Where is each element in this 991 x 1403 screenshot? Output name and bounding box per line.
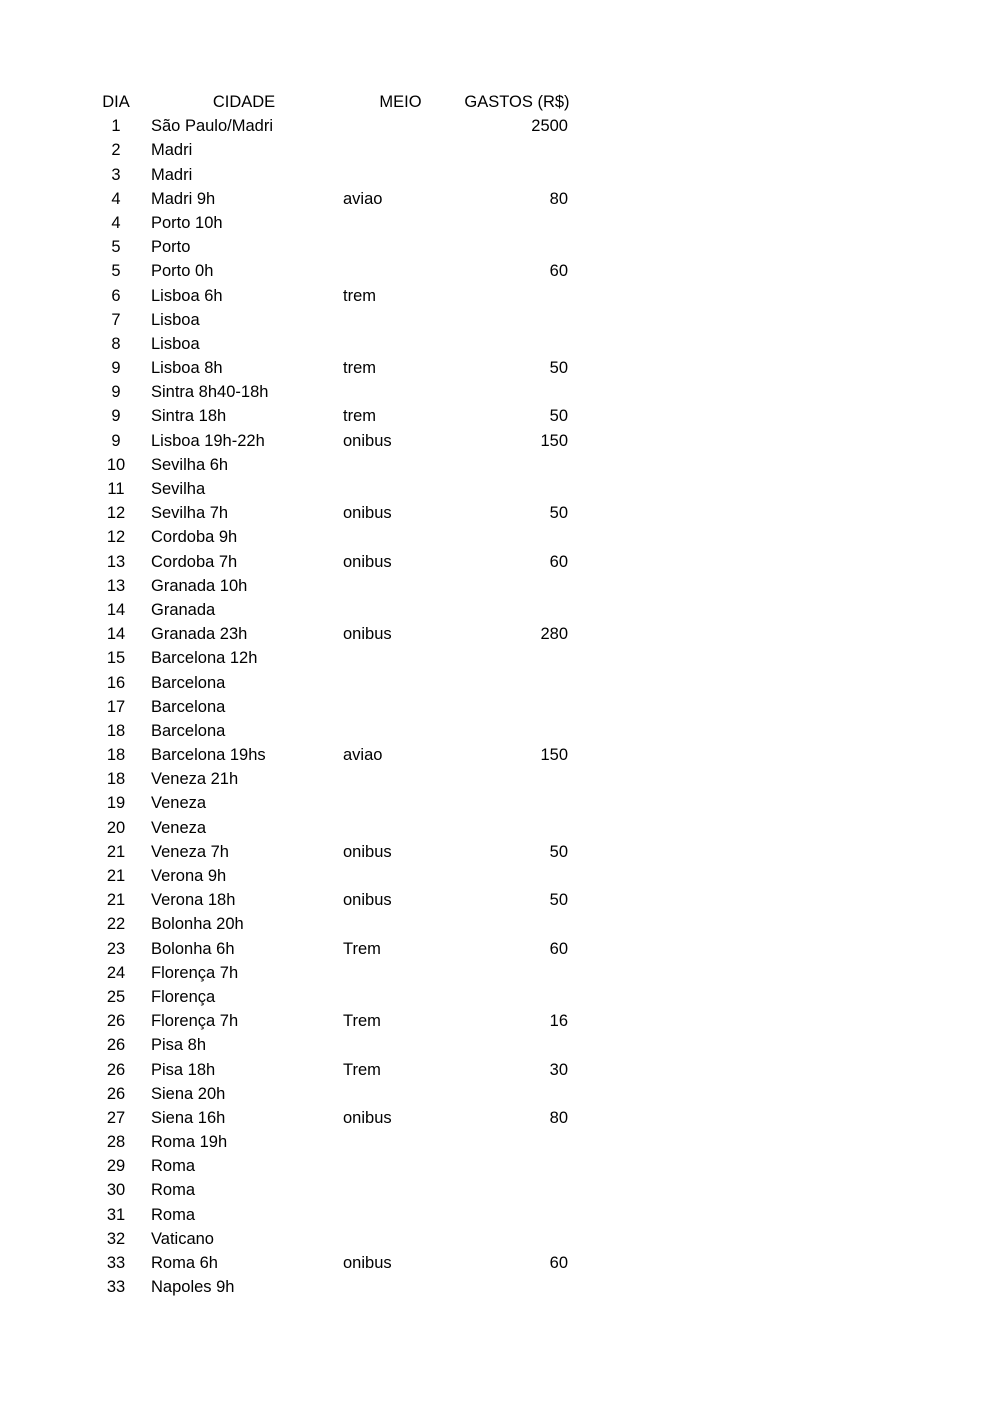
cell-dia: 16 [106, 673, 126, 692]
cell-cidade: Sintra 8h40-18h [151, 383, 269, 402]
cell-cidade: Sintra 18h [151, 407, 227, 426]
table-row [92, 743, 612, 767]
cell-cidade: Florença [151, 987, 216, 1006]
cell-dia: 14 [106, 600, 126, 619]
table-row [92, 259, 612, 283]
cell-gastos: 50 [549, 891, 568, 910]
cell-cidade: Lisboa 19h-22h [151, 431, 265, 450]
table-row [92, 501, 612, 525]
cell-dia: 12 [106, 504, 126, 523]
cell-dia: 20 [106, 818, 126, 837]
cell-cidade: Roma [151, 1157, 196, 1176]
cell-dia: 26 [106, 1036, 126, 1055]
cell-dia: 19 [106, 794, 126, 813]
cell-dia: 33 [106, 1254, 126, 1272]
cell-gastos: 150 [540, 431, 568, 450]
table-row [92, 695, 612, 719]
itinerary-table [92, 90, 612, 1299]
cell-dia: 10 [106, 455, 126, 474]
cell-dia: 12 [106, 528, 126, 547]
cell-cidade: Cordoba 9h [151, 528, 238, 547]
cell-dia: 26 [106, 1084, 126, 1103]
cell-cidade: Florença 7h [151, 1012, 239, 1031]
cell-cidade: Lisboa [151, 334, 200, 353]
table-row [92, 356, 612, 380]
cell-dia: 11 [107, 480, 125, 498]
cell-cidade: Granada 23h [151, 625, 248, 644]
cell-dia: 26 [106, 1060, 126, 1079]
cell-cidade: Cordoba 7h [151, 552, 238, 571]
table-row [92, 138, 612, 162]
cell-meio: onibus [343, 1254, 392, 1272]
cell-dia: 17 [106, 697, 126, 716]
cell-cidade: Veneza 21h [151, 770, 239, 789]
cell-cidade: Roma 6h [151, 1254, 218, 1272]
table-row [92, 211, 612, 235]
table-row [92, 332, 612, 356]
cell-meio: onibus [343, 431, 392, 450]
cell-gastos: 60 [549, 939, 568, 958]
cell-cidade: Sevilha [151, 480, 206, 498]
cell-meio: trem [343, 407, 376, 426]
cell-dia: 21 [106, 891, 126, 910]
table-row [92, 284, 612, 308]
cell-dia: 9 [111, 407, 121, 426]
cell-dia: 14 [106, 625, 126, 644]
cell-gastos: 60 [549, 262, 568, 281]
cell-dia: 9 [111, 359, 121, 378]
table-row [92, 1106, 612, 1130]
table-row [92, 163, 612, 187]
table-row [92, 985, 612, 1009]
cell-dia: 5 [111, 262, 121, 281]
cell-cidade: Sevilha 6h [151, 455, 229, 474]
cell-gastos: 150 [540, 746, 568, 765]
cell-meio: Trem [343, 1060, 381, 1079]
cell-meio: Trem [343, 939, 381, 958]
cell-cidade: Granada 10h [151, 576, 248, 595]
cell-dia: 8 [111, 334, 121, 353]
cell-dia: 24 [106, 963, 126, 982]
cell-cidade: Lisboa 6h [151, 286, 223, 305]
cell-meio: trem [343, 359, 376, 378]
cell-dia: 22 [106, 915, 126, 934]
cell-dia: 5 [111, 238, 121, 257]
cell-cidade: Napoles 9h [151, 1278, 235, 1297]
cell-meio: aviao [343, 746, 383, 765]
table-row [92, 1203, 612, 1227]
table-row [92, 912, 612, 936]
cell-cidade: Veneza [151, 818, 207, 837]
cell-meio: Trem [343, 1012, 381, 1031]
header-dia: DIA [102, 93, 130, 111]
table-row [92, 767, 612, 791]
cell-meio: onibus [343, 842, 392, 861]
cell-meio: aviao [343, 189, 383, 208]
cell-gastos: 50 [549, 842, 568, 861]
cell-cidade: Porto 10h [151, 213, 223, 232]
table-row [92, 1275, 612, 1299]
table-row [92, 187, 612, 211]
table-row [92, 380, 612, 404]
cell-meio: onibus [343, 1108, 392, 1127]
cell-dia: 27 [106, 1108, 126, 1127]
cell-cidade: Porto 0h [151, 262, 214, 281]
table-row [92, 550, 612, 574]
table-row [92, 961, 612, 985]
cell-dia: 18 [106, 746, 126, 765]
cell-cidade: Barcelona [151, 673, 226, 692]
cell-dia: 9 [111, 431, 121, 450]
cell-dia: 4 [111, 213, 121, 232]
header-row [92, 90, 612, 114]
table-row [92, 574, 612, 598]
table-row [92, 719, 612, 743]
table-row [92, 671, 612, 695]
table-row [92, 937, 612, 961]
cell-cidade: Bolonha 20h [151, 915, 244, 934]
table-row [92, 1227, 612, 1251]
header-cidade: CIDADE [212, 93, 276, 111]
cell-cidade: Roma [151, 1205, 196, 1224]
cell-cidade: Madri 9h [151, 189, 216, 208]
cell-dia: 18 [106, 770, 126, 789]
table-row [92, 114, 612, 138]
table-row [92, 1154, 612, 1178]
table-row [92, 1178, 612, 1202]
cell-dia: 29 [106, 1157, 126, 1176]
cell-meio: onibus [343, 504, 392, 523]
cell-dia: 13 [106, 552, 126, 571]
cell-gastos: 50 [549, 359, 568, 378]
cell-dia: 23 [106, 939, 126, 958]
cell-cidade: Verona 9h [151, 867, 227, 885]
cell-dia: 26 [106, 1012, 126, 1031]
cell-dia: 18 [106, 721, 126, 740]
cell-gastos: 80 [549, 1108, 568, 1127]
cell-meio: onibus [343, 552, 392, 571]
table-row [92, 816, 612, 840]
cell-cidade: São Paulo/Madri [151, 117, 273, 136]
cell-cidade: Veneza [151, 794, 207, 813]
cell-dia: 9 [111, 383, 121, 402]
cell-dia: 21 [106, 842, 126, 861]
cell-dia: 2 [111, 141, 121, 160]
table-row [92, 477, 612, 501]
header-meio: MEIO [379, 93, 422, 111]
cell-dia: 7 [111, 310, 121, 329]
table-row [92, 429, 612, 453]
cell-dia: 6 [111, 286, 121, 305]
cell-gastos: 60 [549, 1254, 568, 1272]
table-row [92, 646, 612, 670]
cell-dia: 32 [106, 1229, 126, 1248]
cell-cidade: Siena 20h [151, 1084, 226, 1103]
cell-dia: 31 [106, 1205, 126, 1224]
cell-dia: 4 [111, 189, 121, 208]
table-row [92, 840, 612, 864]
cell-gastos: 60 [549, 552, 568, 571]
table-row [92, 1130, 612, 1154]
cell-gastos: 30 [549, 1060, 568, 1079]
cell-gastos: 80 [549, 189, 568, 208]
table-row [92, 622, 612, 646]
cell-dia: 15 [106, 649, 126, 668]
cell-cidade: Barcelona [151, 697, 226, 716]
cell-gastos: 2500 [531, 117, 568, 136]
table-row [92, 1009, 612, 1033]
cell-meio: trem [343, 286, 376, 305]
cell-meio: onibus [343, 625, 392, 644]
cell-meio: onibus [343, 891, 392, 910]
cell-cidade: Roma 19h [151, 1133, 228, 1152]
cell-cidade: Madri [151, 141, 193, 160]
cell-cidade: Barcelona [151, 721, 226, 740]
table-row [92, 235, 612, 259]
cell-dia: 30 [106, 1181, 126, 1200]
cell-cidade: Roma [151, 1181, 196, 1200]
table-body [92, 114, 612, 1299]
cell-gastos: 280 [540, 625, 568, 644]
cell-cidade: Vaticano [151, 1229, 214, 1248]
cell-cidade: Granada [151, 600, 216, 619]
cell-cidade: Florença 7h [151, 963, 239, 982]
cell-dia: 13 [106, 576, 126, 595]
table-row [92, 888, 612, 912]
table-row [92, 864, 612, 888]
table-row [92, 1033, 612, 1057]
table-row [92, 1251, 612, 1275]
table-row [92, 1082, 612, 1106]
cell-cidade: Lisboa 8h [151, 359, 223, 378]
cell-gastos: 50 [549, 407, 568, 426]
cell-dia: 1 [111, 117, 121, 136]
cell-cidade: Barcelona 12h [151, 649, 258, 668]
cell-dia: 33 [106, 1278, 126, 1297]
cell-dia: 25 [106, 987, 126, 1006]
cell-cidade: Sevilha 7h [151, 504, 229, 523]
cell-gastos: 50 [549, 504, 568, 523]
cell-cidade: Barcelona 19hs [151, 746, 266, 765]
cell-cidade: Bolonha 6h [151, 939, 235, 958]
table-row [92, 404, 612, 428]
header-gastos: GASTOS (R$) [464, 93, 570, 111]
cell-cidade: Pisa 8h [151, 1036, 207, 1055]
table-row [92, 791, 612, 815]
table-row [92, 525, 612, 549]
cell-cidade: Verona 18h [151, 891, 236, 910]
cell-cidade: Siena 16h [151, 1108, 226, 1127]
cell-cidade: Veneza 7h [151, 842, 229, 861]
cell-dia: 28 [106, 1133, 126, 1152]
table-row [92, 453, 612, 477]
cell-dia: 3 [111, 165, 121, 184]
cell-cidade: Lisboa [151, 310, 200, 329]
cell-cidade: Pisa 18h [151, 1060, 216, 1079]
table-row [92, 308, 612, 332]
table-row [92, 1058, 612, 1082]
cell-gastos: 16 [549, 1012, 568, 1031]
cell-cidade: Porto [151, 238, 191, 257]
cell-cidade: Madri [151, 165, 193, 184]
cell-dia: 21 [106, 867, 126, 885]
table-row [92, 598, 612, 622]
